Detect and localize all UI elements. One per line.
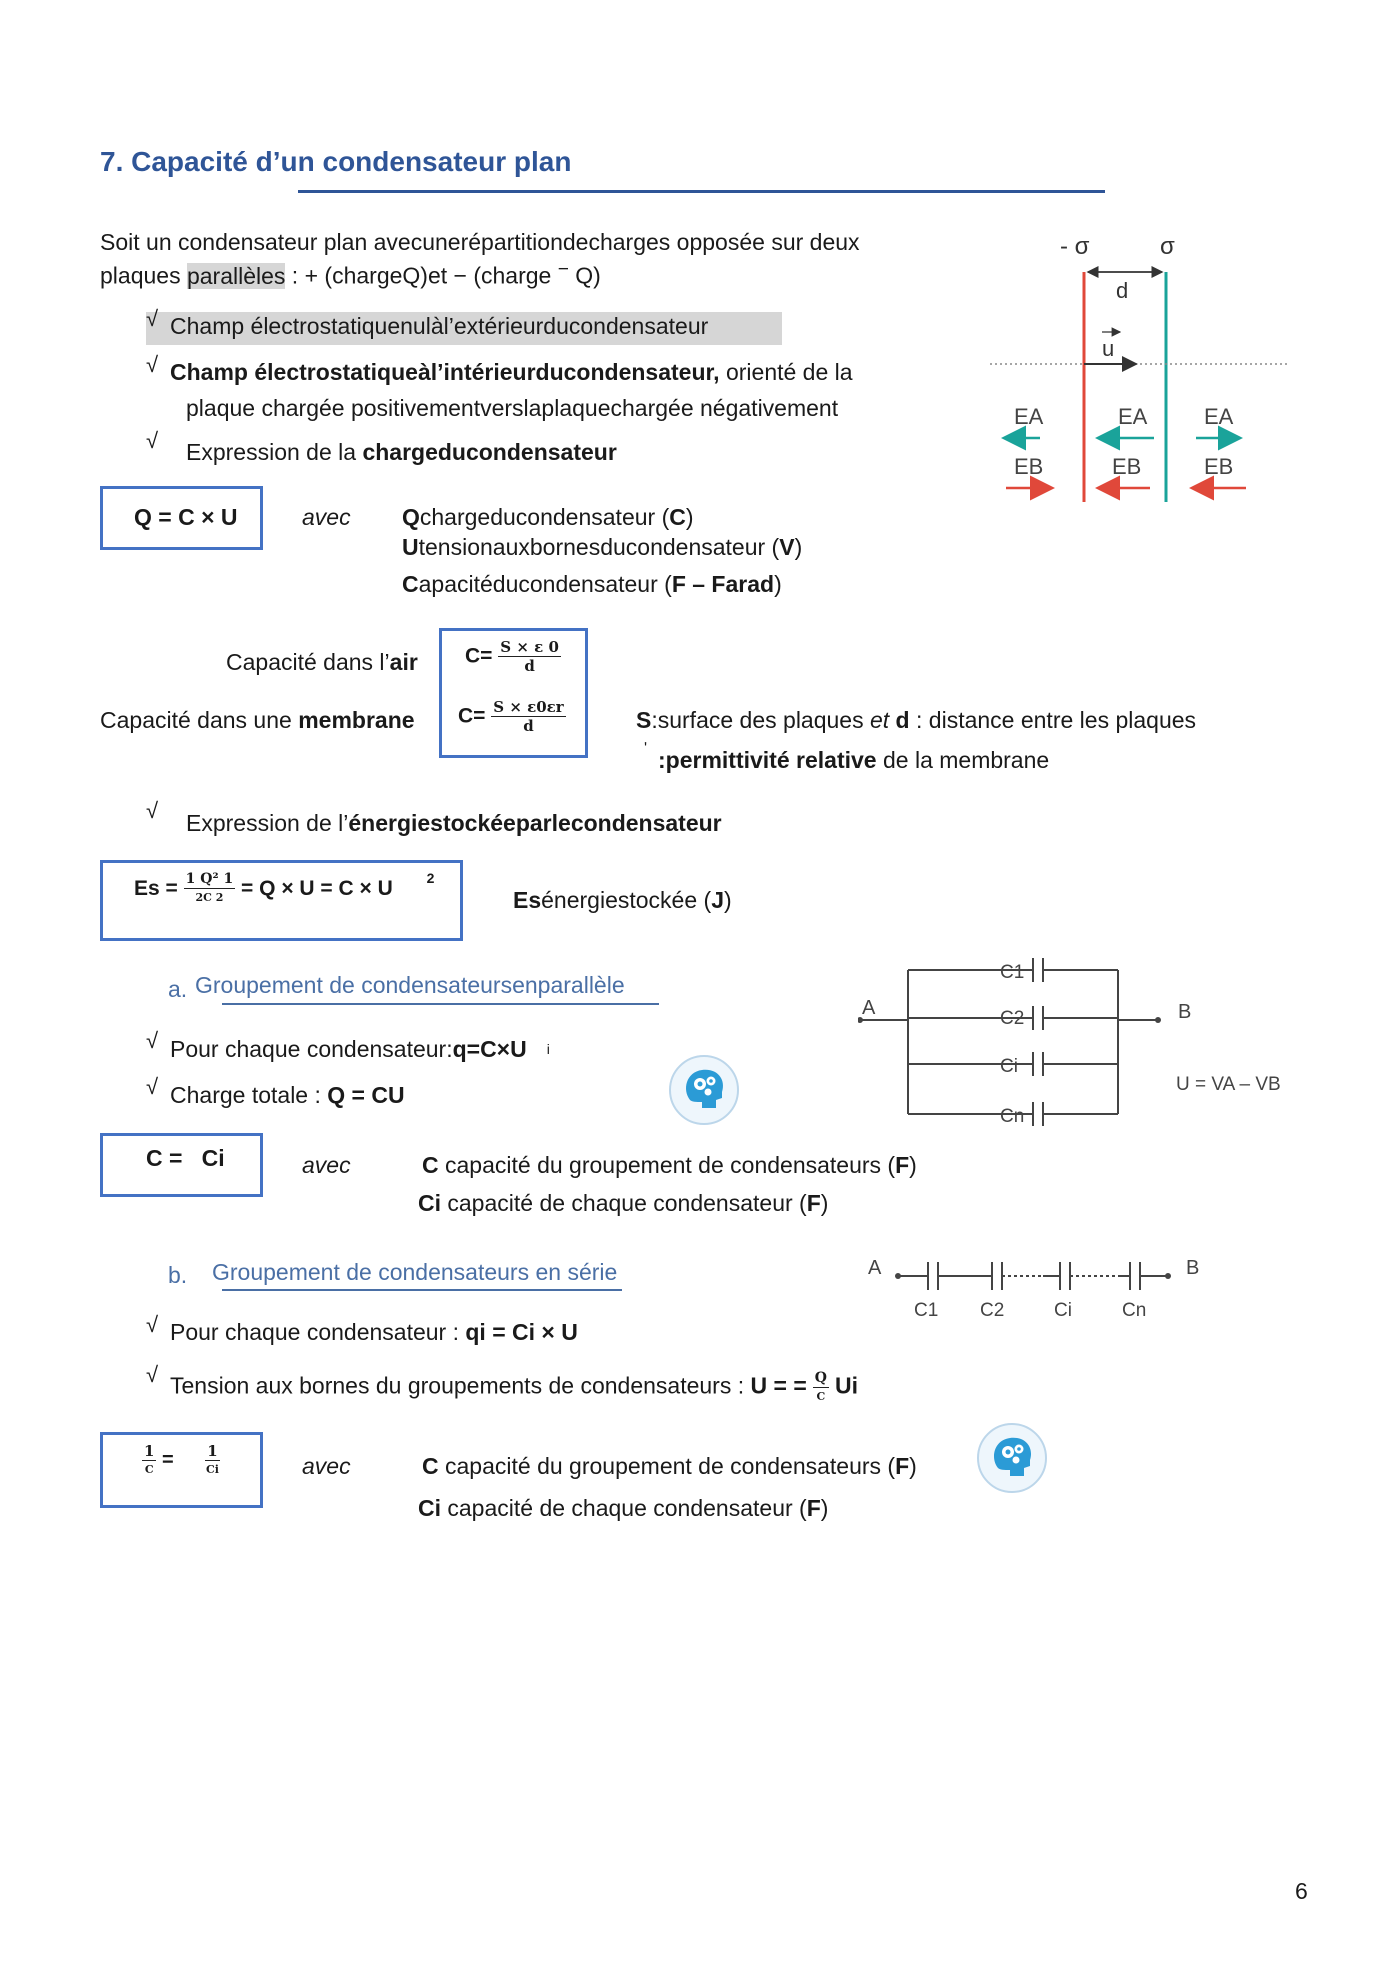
parallel-letter: a. [168,976,188,1002]
q-over-c [813,1369,829,1406]
avec-label: avec [302,504,351,530]
parallel-bullet-2 [170,1081,405,1109]
series-label-b: B [1186,1257,1200,1279]
s-d-definition [636,706,1196,734]
air-fraction [498,638,561,675]
def-text: ) [820,1495,829,1521]
def-text: : distance entre les plaques [909,707,1197,733]
series-bullet-1 [170,1318,578,1346]
c-eq: C= [458,704,486,728]
energy-mid: = Q × U = C × U [241,876,393,900]
series-heading-underline [222,1289,622,1291]
def-text: chargeducondensateur ( [419,504,670,530]
def-c [402,570,782,598]
checkmark-icon: √ [146,1362,159,1387]
bullet-text: Charge totale : [170,1082,328,1108]
sym: C [422,1152,439,1178]
series-label-c1: C1 [914,1300,939,1321]
fraction-denominator: 2C 2 [195,891,224,904]
bullet-field-inside [170,358,853,386]
def-text: capacité du groupement de condensateurs ( [438,1152,896,1178]
bullet-text: Expression de la [186,439,363,465]
circuit-label-b: B [1178,1001,1192,1023]
unit: C [669,504,686,530]
def-text: capacité du groupement de condensateurs ( [438,1453,896,1479]
es-label: Es = [134,876,178,900]
bullet-text: Tension aux bornes du groupements de condensateurs : [170,1372,751,1399]
def-text: ) [685,504,694,530]
bullet-bold: qi = Ci × U [465,1319,578,1345]
def-text: apacitéducondensateur ( [418,571,672,597]
fraction-numerator: S × ε 0 [500,638,559,656]
sym: C [402,571,419,597]
unit: F [895,1453,910,1479]
def-text: ) [794,534,803,560]
eb-label-left: EB [1014,454,1044,479]
brain-gears-icon [976,1422,1048,1494]
fraction-denominator: d [523,717,534,735]
parallel-heading-underline [222,1003,659,1005]
bullet-bold: q=C×U [452,1036,527,1062]
intro-highlight: parallèles [186,262,286,289]
capacitor-field-diagram [990,228,1290,508]
epsilon-mark: ʹ [644,740,648,757]
unit: V [779,534,795,560]
minus-sigma-label: - σ [1060,233,1090,260]
sym: Es [513,887,542,913]
fraction-numerator: 1 [207,1442,218,1460]
energy-formula [134,870,434,930]
circuit-label-c2: C2 [1000,1008,1025,1029]
def-text: de la membrane [876,747,1050,773]
capacity-membrane-label [100,706,415,734]
bullet-bold: chargeducondensateur [362,439,617,465]
fraction-numerator: 1 Q² 1 [185,871,234,887]
checkmark-icon: √ [146,798,159,823]
fraction-numerator: 1 [144,1442,155,1460]
bullet-energy-expression [186,809,722,837]
one-over-c [142,1442,156,1479]
series-bullet-2 [170,1369,858,1406]
checkmark-icon: √ [146,428,159,453]
sigma-label: σ [1160,233,1175,260]
parallel-def-c [422,1151,917,1179]
sym: C [422,1453,439,1479]
parallel-def-ci [418,1189,828,1217]
sym: :permittivité relative [658,747,877,773]
fraction-numerator: S × ε0εr [493,698,564,716]
unit: F – Farad [671,571,775,597]
series-label-c2: C2 [980,1300,1005,1321]
distance-label: d [1116,278,1129,303]
checkmark-icon: √ [146,1028,159,1053]
bullet-charge-expression [186,438,617,466]
def-italic: et [869,707,890,733]
def-text: capacité de chaque condensateur ( [441,1495,807,1521]
fraction-denominator: C [144,1463,154,1476]
fraction-numerator: Q [814,1370,827,1386]
sym: d [889,707,910,733]
charge-formula: Q = C × U [134,504,238,530]
ui-term: Ui [834,1372,858,1399]
bullet-field-inside-line2: plaque chargée positivementverslaplaquechargée négativement [186,395,839,421]
sym: Ci [418,1495,441,1521]
bullet-text: Pour chaque condensateur: [170,1036,453,1062]
intro-text: Q) [568,262,601,289]
def-text: ) [723,887,732,913]
epsilon-definition [658,746,1049,774]
fraction-denominator: d [524,657,535,675]
bullet-bold: Q = CU [327,1082,405,1108]
series-def-c [422,1452,917,1480]
def-text: ) [909,1453,917,1479]
parallel-bullet-1 [170,1035,550,1063]
unit: F [806,1190,821,1216]
checkmark-icon: √ [146,352,159,377]
intro-minus: − [557,259,569,280]
label-bold: membrane [298,707,415,733]
checkmark-icon: √ [146,306,159,331]
circuit-label-ci: Ci [1000,1056,1018,1077]
energy-fraction [184,870,236,907]
circuit-label-a: A [862,997,876,1019]
series-label-ci: Ci [1054,1300,1072,1321]
capacity-air-formula [465,638,561,675]
one-over-ci [205,1442,219,1479]
unit: F [806,1495,821,1521]
title-underline [298,190,1105,193]
checkmark-icon: √ [146,1074,159,1099]
membrane-fraction [491,698,565,735]
ea-label-middle: EA [1118,404,1148,429]
ea-label-right: EA [1204,404,1234,429]
intro-line-1: Soit un condensateur plan avecunerépartitiondecharges opposée sur deux [100,229,860,255]
def-text: capacité de chaque condensateur ( [441,1190,807,1216]
fraction-denominator: C [816,1390,826,1403]
sym: Ci [418,1190,441,1216]
bullet-text: Expression de l’ [186,810,349,836]
def-text: :surface des plaques [651,707,870,733]
series-letter: b. [168,1262,188,1288]
def-q [402,503,694,531]
series-circuit-diagram [868,1254,1218,1326]
unit: F [895,1152,910,1178]
fraction-denominator: Ci [206,1463,219,1476]
bullet-text: orienté de la [719,359,853,385]
circuit-voltage-label: U = VA – VB [1176,1074,1281,1095]
intro-line-2 [100,256,601,290]
eb-label-right: EB [1204,454,1234,479]
avec-label: avec [302,1453,351,1479]
ea-label-left: EA [1014,404,1044,429]
series-label-a: A [868,1257,882,1279]
avec-label: avec [302,1152,351,1178]
bullet-bold: U = = [750,1372,807,1399]
checkmark-icon: √ [146,1312,159,1337]
brain-gears-icon [668,1054,740,1126]
page-number: 6 [1295,1878,1308,1904]
def-text: ) [909,1152,917,1178]
parallel-heading: Groupement de condensateursenparallèle [195,972,625,998]
energy-square: 2 [426,870,435,886]
def-u [402,533,802,561]
sym: S [636,707,652,733]
intro-text: plaques [100,262,187,289]
label-bold: air [389,649,418,675]
series-formula [142,1442,220,1479]
ci-term: Ci [201,1145,225,1171]
def-text: tensionauxbornesducondensateur ( [418,534,780,560]
circuit-label-cn: Cn [1000,1106,1025,1127]
label-text: Capacité dans une [100,707,299,733]
subscript-i: i [546,1041,550,1057]
energy-definition [513,886,732,914]
eb-label-middle: EB [1112,454,1142,479]
def-text: ) [820,1190,829,1216]
series-heading: Groupement de condensateurs en série [212,1259,618,1285]
c-eq: C = [146,1145,183,1171]
series-label-cn: Cn [1122,1300,1147,1321]
capacity-membrane-formula [458,698,566,735]
intro-text: : + (chargeQ)et − (charge [285,262,558,289]
sym: U [402,534,419,560]
bullet-bold: énergiestockéeparlecondensateur [348,810,722,836]
series-def-ci [418,1494,828,1522]
capacity-air-label [226,648,418,676]
label-text: Capacité dans l’ [226,649,390,675]
unit: J [711,887,724,913]
unit-vector-label: u [1102,336,1115,361]
parallel-formula [146,1144,225,1172]
bullet-text: Pour chaque condensateur : [170,1319,466,1345]
bullet-bold: Champ électrostatiqueàl’intérieurducondensateur, [170,359,720,385]
circuit-label-c1: C1 [1000,962,1025,983]
bullet-field-outside: Champ électrostatiquenulàl’extérieurducondensateur [170,313,709,339]
def-text: énergiestockée ( [541,887,712,913]
eq-sign: = [162,1449,174,1471]
c-eq: C= [465,644,493,668]
def-text: ) [774,571,782,597]
page-title: 7. Capacité d’un condensateur plan [100,146,572,177]
sym: Q [402,504,420,530]
parallel-circuit-diagram [858,958,1298,1138]
